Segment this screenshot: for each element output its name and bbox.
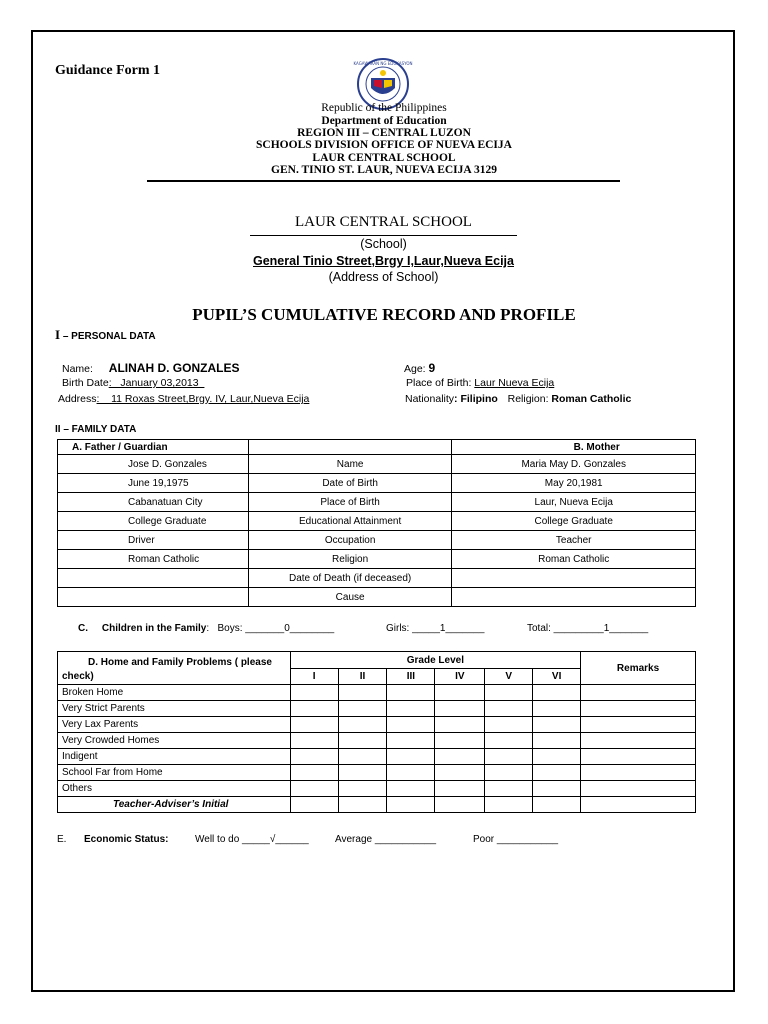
nationality-label: Nationality (405, 393, 455, 405)
problem-check-cell[interactable] (338, 781, 387, 797)
header-department: Department of Education (321, 115, 447, 127)
father-cell (58, 588, 249, 607)
personal-section-heading (55, 327, 156, 343)
problems-heading-line1: D. Home and Family Problems ( please (88, 657, 272, 668)
religion-label: Religion: (507, 393, 549, 405)
family-row (58, 474, 696, 493)
economic-well-to-do[interactable]: Well to do _____√______ (195, 834, 309, 845)
initial-cell[interactable] (290, 797, 338, 813)
problem-remarks-cell[interactable] (581, 733, 696, 749)
problem-check-cell[interactable] (533, 701, 581, 717)
father-cell: Roman Catholic (58, 550, 249, 569)
problem-check-cell[interactable] (533, 733, 581, 749)
initial-label: Teacher-Adviser’s Initial (58, 797, 291, 813)
birth-date-value: : January 03,2013 (108, 377, 205, 389)
mother-cell (452, 588, 696, 607)
problem-check-cell[interactable] (387, 781, 435, 797)
header-school: LAUR CENTRAL SCHOOL (312, 152, 456, 164)
problems-header-row (58, 652, 696, 669)
problem-check-cell[interactable] (338, 701, 387, 717)
address-line (58, 393, 309, 405)
father-cell: Cabanatuan City (58, 493, 249, 512)
problem-check-cell[interactable] (485, 733, 533, 749)
nationality-religion-line (405, 393, 631, 405)
father-heading: A. Father / Guardian (58, 440, 249, 455)
father-cell: Jose D. Gonzales (58, 455, 249, 474)
place-of-birth-line (406, 377, 554, 389)
girls-count: Girls: _____1_______ (386, 623, 485, 634)
economic-poor[interactable]: Poor ___________ (473, 834, 559, 845)
problems-table (57, 651, 696, 813)
problem-check-cell[interactable] (435, 765, 485, 781)
initial-cell[interactable] (485, 797, 533, 813)
name-line (62, 361, 239, 375)
field-label-cell: Religion (248, 550, 452, 569)
initial-row (58, 797, 696, 813)
problem-row (58, 685, 696, 701)
age-value: 9 (428, 361, 436, 375)
grade-level-heading: Grade Level (290, 652, 580, 669)
problem-check-cell[interactable] (290, 701, 338, 717)
economic-letter: E. (57, 834, 67, 845)
nationality-value: : Filipino (454, 393, 498, 405)
economic-average[interactable]: Average ___________ (335, 834, 437, 845)
total-count: Total: _________1_______ (527, 623, 649, 634)
grade-column-heading: V (485, 669, 533, 685)
problem-check-cell[interactable] (435, 781, 485, 797)
problem-row (58, 781, 696, 797)
problem-label: Very Strict Parents (58, 701, 291, 717)
field-label-cell: Cause (248, 588, 452, 607)
mother-cell: Teacher (452, 531, 696, 550)
problem-remarks-cell[interactable] (581, 685, 696, 701)
section-label: – PERSONAL DATA (60, 331, 156, 342)
pupil-name: ALINAH D. GONZALES (108, 361, 240, 375)
problem-label: Very Lax Parents (58, 717, 291, 733)
remarks-heading: Remarks (581, 652, 696, 685)
problem-check-cell[interactable] (485, 749, 533, 765)
problem-row (58, 749, 696, 765)
problem-check-cell[interactable] (387, 733, 435, 749)
header-division: SCHOOLS DIVISION OFFICE OF NUEVA ECIJA (256, 139, 512, 151)
problem-check-cell[interactable] (533, 749, 581, 765)
problem-check-cell[interactable] (338, 733, 387, 749)
header-address: GEN. TINIO ST. LAUR, NUEVA ECIJA 3129 (271, 164, 497, 176)
family-row (58, 493, 696, 512)
field-label-cell: Educational Attainment (248, 512, 452, 531)
address-label: Address (58, 393, 97, 405)
header-republic: Republic of the Philippines (321, 102, 447, 114)
religion-value: Roman Catholic (551, 393, 632, 405)
field-label-cell: Date of Death (if deceased) (248, 569, 452, 588)
problem-check-cell[interactable] (533, 685, 581, 701)
initial-cell[interactable] (338, 797, 387, 813)
problem-check-cell[interactable] (338, 685, 387, 701)
initial-cell[interactable] (533, 797, 581, 813)
address-value: : 11 Roxas Street,Brgy. IV, Laur,Nueva Ecija (96, 393, 310, 405)
problem-check-cell[interactable] (485, 781, 533, 797)
problems-heading-line2: check) (62, 671, 94, 682)
address-caption: (Address of School) (328, 270, 439, 284)
problem-check-cell[interactable] (387, 701, 435, 717)
problem-remarks-cell[interactable] (581, 765, 696, 781)
problem-check-cell[interactable] (435, 717, 485, 733)
problem-label: Very Crowded Homes (58, 733, 291, 749)
problem-check-cell[interactable] (533, 717, 581, 733)
school-caption: (School) (360, 237, 407, 251)
family-table (57, 439, 696, 607)
mother-cell: College Graduate (452, 512, 696, 531)
problem-check-cell[interactable] (435, 701, 485, 717)
problem-check-cell[interactable] (338, 749, 387, 765)
economic-label: Economic Status: (84, 834, 169, 845)
problems-heading (58, 652, 291, 685)
father-cell (58, 569, 249, 588)
mother-cell: Roman Catholic (452, 550, 696, 569)
children-label: C. Children in the Family (78, 623, 207, 634)
form-label: Guidance Form 1 (55, 63, 160, 78)
place-of-birth-value: Laur Nueva Ecija (474, 377, 555, 389)
problem-row (58, 717, 696, 733)
family-row (58, 550, 696, 569)
initial-remarks-cell[interactable] (581, 797, 696, 813)
birth-date-label: Birth Date (62, 377, 109, 389)
problem-check-cell[interactable] (338, 717, 387, 733)
mother-cell: Laur, Nueva Ecija (452, 493, 696, 512)
family-row (58, 512, 696, 531)
section-number: I (55, 327, 61, 342)
problem-check-cell[interactable] (435, 749, 485, 765)
father-cell: Driver (58, 531, 249, 550)
seal-text: KAGAWARAN NG EDUKASYON (353, 61, 413, 66)
family-row (58, 588, 696, 607)
problem-check-cell[interactable] (290, 717, 338, 733)
field-label-cell: Name (248, 455, 452, 474)
problem-check-cell[interactable] (387, 749, 435, 765)
problem-label: Broken Home (58, 685, 291, 701)
father-cell: June 19,1975 (58, 474, 249, 493)
family-section-heading: II – FAMILY DATA (55, 424, 137, 435)
mother-cell (452, 569, 696, 588)
problem-check-cell[interactable] (290, 749, 338, 765)
problem-row (58, 765, 696, 781)
grade-column-heading: VI (533, 669, 581, 685)
problem-check-cell[interactable] (387, 765, 435, 781)
field-label-cell: Occupation (248, 531, 452, 550)
problem-label: Others (58, 781, 291, 797)
problem-check-cell[interactable] (435, 685, 485, 701)
problem-check-cell[interactable] (485, 701, 533, 717)
name-label: Name: (62, 363, 93, 375)
problem-check-cell[interactable] (533, 781, 581, 797)
problem-row (58, 701, 696, 717)
place-of-birth-label: Place of Birth: (406, 377, 472, 389)
problem-label: School Far from Home (58, 765, 291, 781)
problem-check-cell[interactable] (387, 685, 435, 701)
problem-remarks-cell[interactable] (581, 717, 696, 733)
problem-check-cell[interactable] (533, 765, 581, 781)
initial-cell[interactable] (387, 797, 435, 813)
problem-check-cell[interactable] (290, 781, 338, 797)
field-label-cell: Date of Birth (248, 474, 452, 493)
grade-column-heading: III (387, 669, 435, 685)
field-label-cell: Place of Birth (248, 493, 452, 512)
age-line (404, 361, 435, 375)
problem-row (58, 733, 696, 749)
problem-check-cell[interactable] (290, 765, 338, 781)
mother-cell: Maria May D. Gonzales (452, 455, 696, 474)
header-divider (147, 180, 620, 182)
mother-cell: May 20,1981 (452, 474, 696, 493)
age-label: Age: (404, 363, 426, 375)
problem-check-cell[interactable] (485, 765, 533, 781)
field-heading (248, 440, 452, 455)
problem-check-cell[interactable] (387, 717, 435, 733)
school-address: General Tinio Street,Brgy I,Laur,Nueva Ecija (253, 254, 514, 268)
problem-remarks-cell[interactable] (581, 701, 696, 717)
initial-cell[interactable] (435, 797, 485, 813)
school-name: LAUR CENTRAL SCHOOL (295, 214, 472, 230)
boys-count: : Boys: _______0________ (206, 623, 335, 634)
problem-remarks-cell[interactable] (581, 781, 696, 797)
problem-check-cell[interactable] (485, 717, 533, 733)
birth-date-line (62, 377, 204, 389)
header-region: REGION III – CENTRAL LUZON (297, 127, 471, 139)
family-header-row (58, 440, 696, 455)
grade-column-heading: IV (435, 669, 485, 685)
problem-check-cell[interactable] (485, 685, 533, 701)
problem-remarks-cell[interactable] (581, 749, 696, 765)
problem-check-cell[interactable] (290, 733, 338, 749)
school-name-line (250, 235, 517, 236)
problem-check-cell[interactable] (338, 765, 387, 781)
family-row (58, 455, 696, 474)
children-line (78, 623, 334, 634)
family-row (58, 569, 696, 588)
problem-label: Indigent (58, 749, 291, 765)
family-row (58, 531, 696, 550)
grade-column-heading: I (290, 669, 338, 685)
problem-check-cell[interactable] (290, 685, 338, 701)
problem-check-cell[interactable] (435, 733, 485, 749)
mother-heading: B. Mother (452, 440, 696, 455)
father-cell: College Graduate (58, 512, 249, 531)
grade-column-heading: II (338, 669, 387, 685)
document-title: PUPIL’S CUMULATIVE RECORD AND PROFILE (192, 305, 576, 324)
